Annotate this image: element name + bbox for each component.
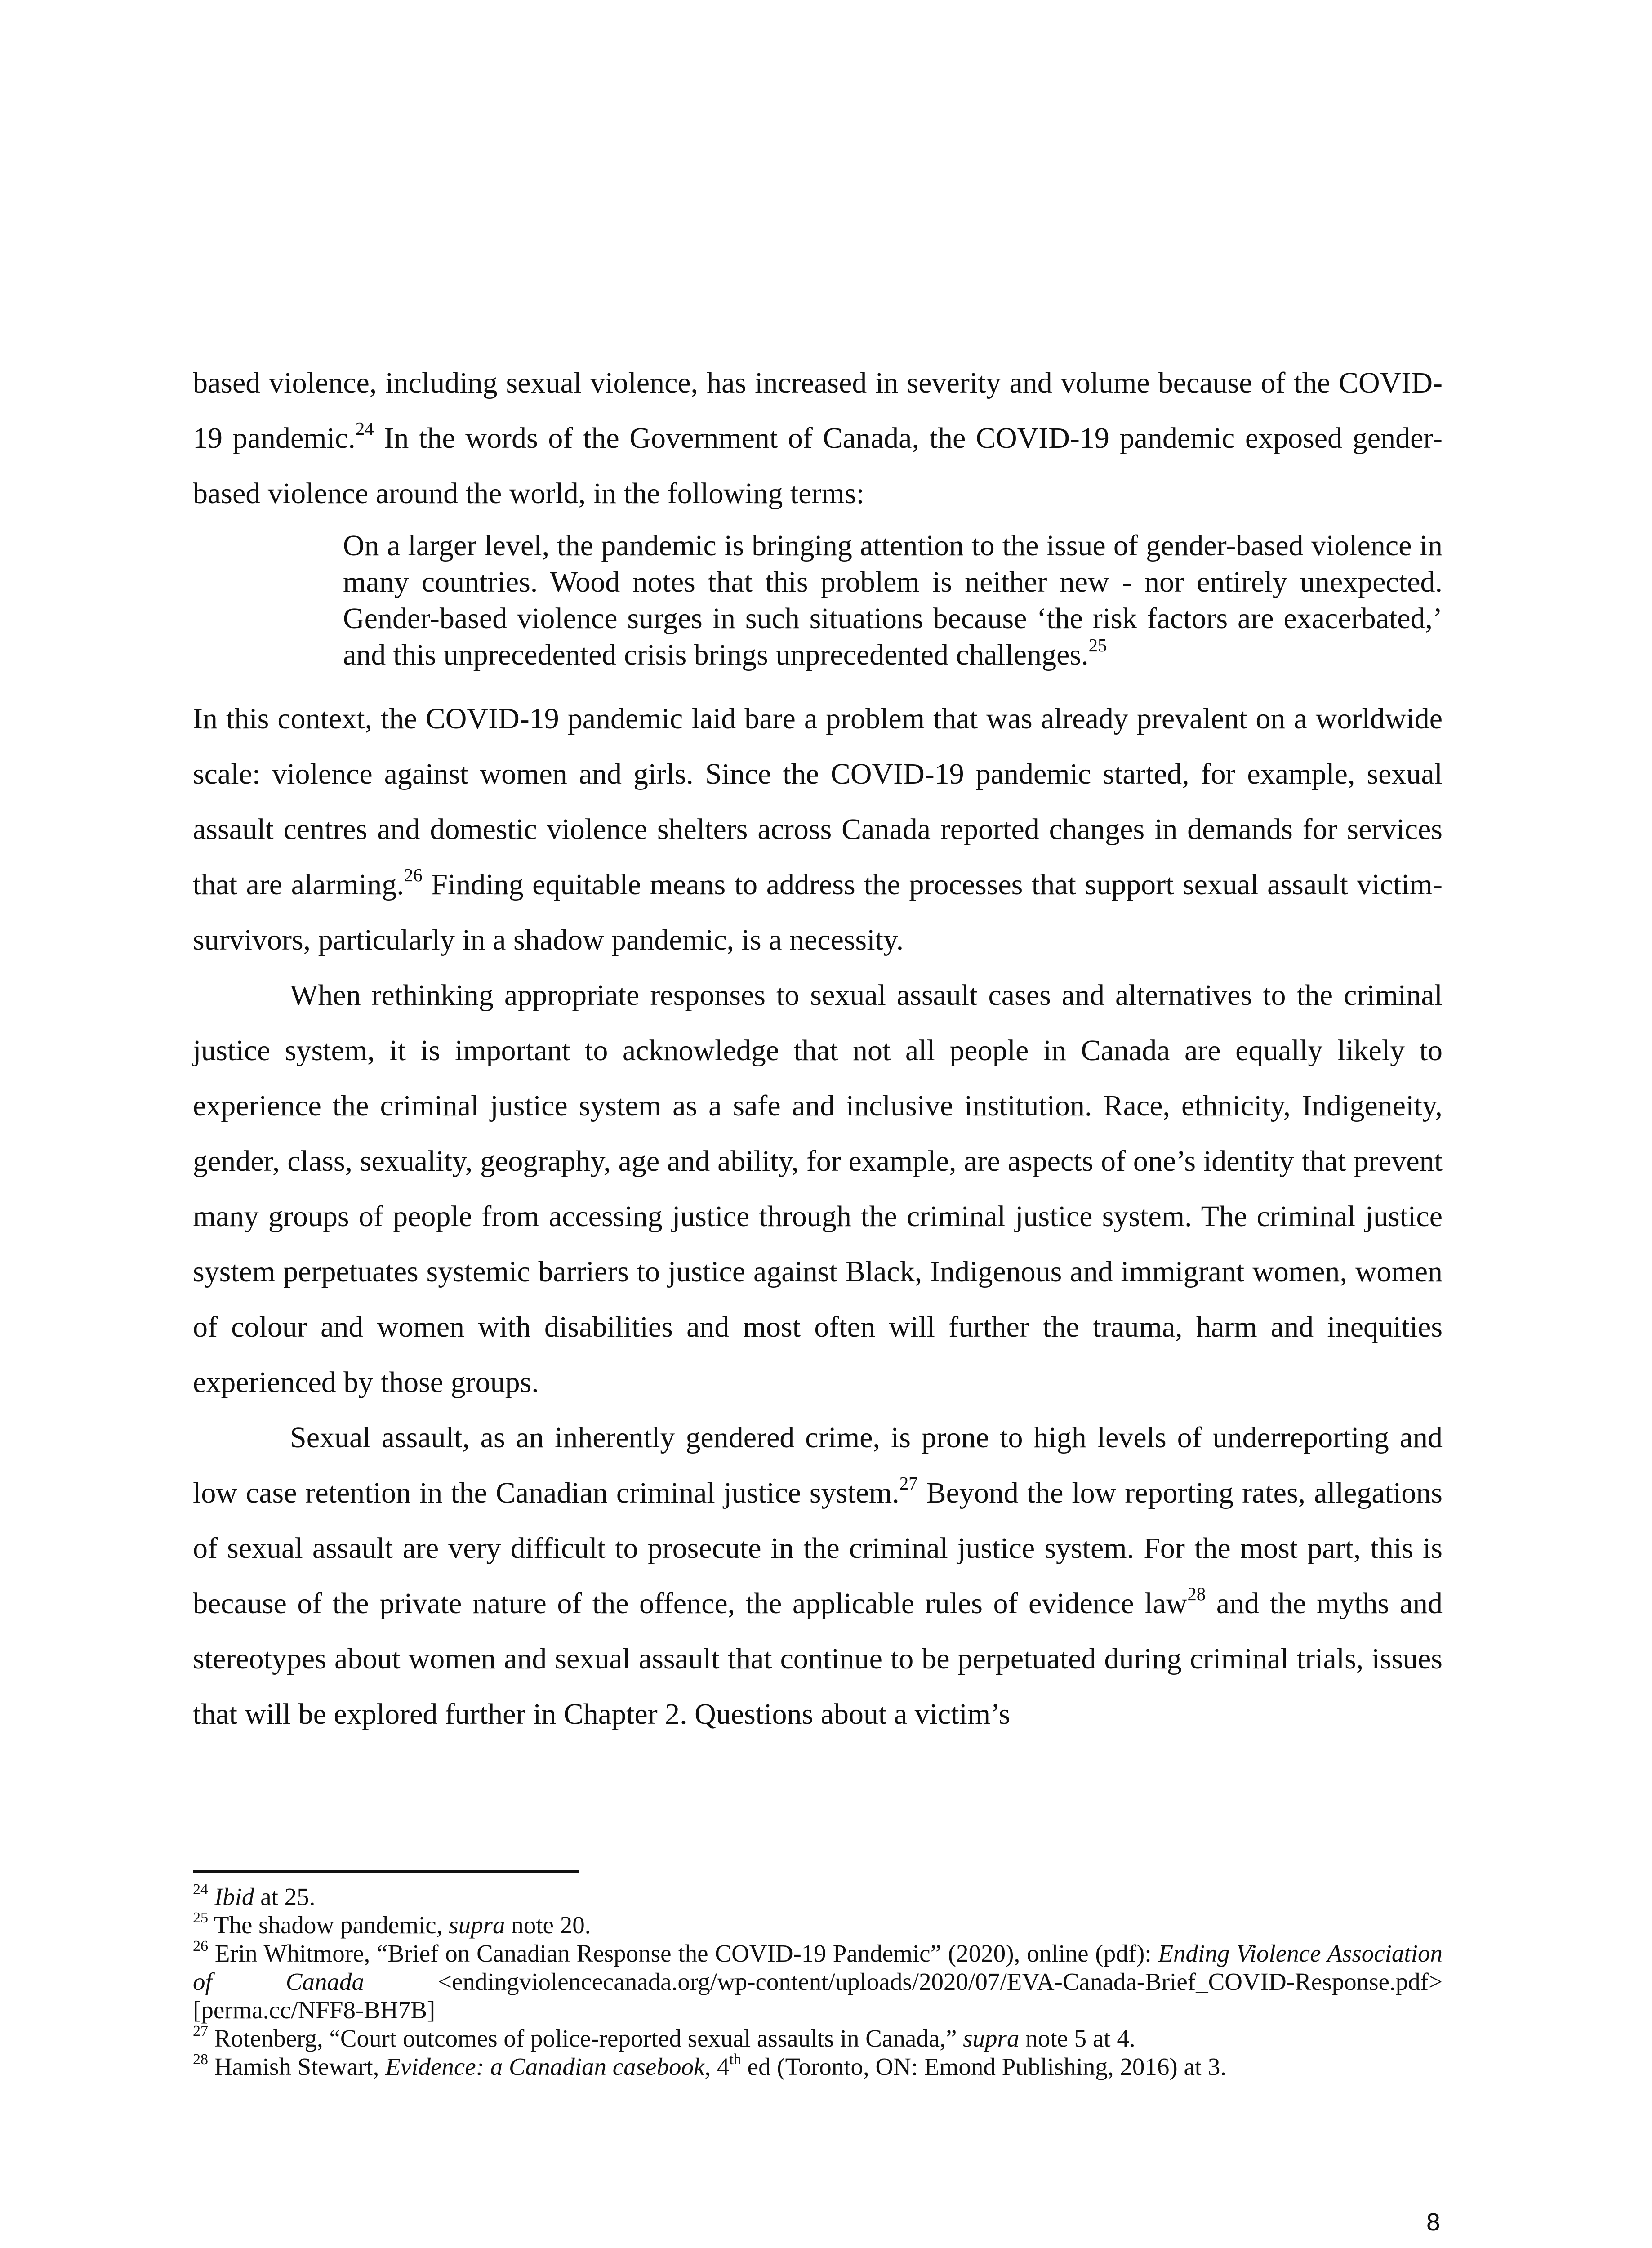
paragraph-3: When rethinking appropriate responses to sexual assault cases and alternatives to the criminal justice system, it is important to acknowledge that not all people in Canada are equally likely to experience the criminal justice system as a safe and inclusive institution. Race, ethnicity, Indigeneity, gender, class, sexuality, geography, age and ability, for example, are aspects of one’s identity that prevent many groups of people from accessing justice through the criminal justice system. The criminal justice system perpetuates systemic barriers to justice against Black, Indigenous and immigrant women, women of colour and women with disabilities and most often will further the trauma, harm and inequities experienced by those groups. xyxy=(193,979,1443,1399)
footnote-italic: supra xyxy=(449,1911,505,1939)
paragraph-2-text-b: Finding equitable means to address the processes that support sexual assault victim-survivors, particularly in a shadow pandemic, is a necessity. xyxy=(193,868,1443,956)
footnote-ref-28[interactable]: 28 xyxy=(1187,1583,1206,1604)
footnote-text: note 20. xyxy=(505,1911,591,1939)
footnote-separator xyxy=(193,1870,579,1873)
footnote-italic: Ibid xyxy=(214,1883,254,1910)
footnote-25 xyxy=(193,1911,1443,1939)
paragraph-1 xyxy=(193,355,1443,521)
page-number: 8 xyxy=(1425,2209,1441,2236)
footnote-ref-24[interactable]: 24 xyxy=(355,418,374,439)
footnote-28 xyxy=(193,2052,1443,2081)
footnote-26 xyxy=(193,1939,1443,2024)
footnote-text: Rotenberg, “Court outcomes of police-reported sexual assaults in Canada,” xyxy=(214,2025,963,2052)
footnote-27 xyxy=(193,2024,1443,2052)
paragraph-4-text-a: Sexual assault, as an inherently gendered crime, is prone to high levels of underreporting and low case retention in the Canadian criminal justice system. xyxy=(193,1421,1443,1509)
paragraph-4-text-b: Beyond the low reporting rates, allegations of sexual assault are very difficult to prosecute in the criminal justice system. For the most part, this is because of the private nature of the offence, the applicable rules of evidence law xyxy=(193,1476,1443,1620)
paragraph-1-text-b: In the words of the Government of Canada, the COVID-19 pandemic exposed gender-based violence around the world, in the following terms: xyxy=(193,422,1443,510)
footnotes xyxy=(193,1882,1443,2081)
footnote-ref-26[interactable]: 26 xyxy=(404,865,423,885)
footnote-text: note 5 at 4. xyxy=(1019,2025,1135,2052)
footnote-superscript: th xyxy=(729,2051,741,2068)
footnote-number: 24 xyxy=(193,1881,209,1898)
footnote-ref-27[interactable]: 27 xyxy=(899,1473,918,1494)
paragraph-2 xyxy=(193,691,1443,968)
main-text xyxy=(193,355,1443,1742)
footnote-text: Erin Whitmore, “Brief on Canadian Response the COVID-19 Pandemic” (2020), online (pdf): xyxy=(214,1940,1158,1967)
block-quote-text: On a larger level, the pandemic is bringing attention to the issue of gender-based violence in many countries. Wood notes that this problem is neither new - nor entirely unexpected. Gender-based violence surges in such situations because ‘the risk factors are exacerbated,’ and this unprecedented crisis brings unprecedented challenges. xyxy=(343,529,1443,671)
footnote-number: 26 xyxy=(193,1937,209,1954)
footnote-number: 25 xyxy=(193,1909,209,1926)
footnote-ref-25[interactable]: 25 xyxy=(1088,635,1107,656)
footnote-text: The shadow pandemic, xyxy=(214,1911,449,1939)
footnote-text: at 25. xyxy=(254,1883,316,1910)
paragraph-4 xyxy=(193,1410,1443,1742)
footnote-number: 28 xyxy=(193,2051,209,2068)
footnote-italic: supra xyxy=(963,2025,1020,2052)
paragraph-4-text-c: and the myths and stereotypes about women and sexual assault that continue to be perpetuated during criminal trials, issues that will be explored further in Chapter 2. Questions about a victim’s xyxy=(193,1587,1443,1731)
footnote-text: , 4 xyxy=(704,2053,730,2080)
block-quote xyxy=(343,527,1443,673)
paragraph-2-text-a: In this context, the COVID-19 pandemic laid bare a problem that was already prevalent on a worldwide scale: violence against women and girls. Since the COVID-19 pandemic started, for example, sexual assault centres and domestic violence shelters across Canada reported changes in demands for services that are alarming. xyxy=(193,702,1443,901)
footnote-italic: Evidence: a Canadian casebook xyxy=(385,2053,705,2080)
footnote-number: 27 xyxy=(193,2022,209,2039)
paragraph-1-text-a: based violence, including sexual violence, has increased in severity and volume because of the COVID-19 pandemic. xyxy=(193,366,1443,455)
footnote-link-text[interactable]: <endingviolencecanada.org/wp-content/uploads/2020/07/EVA-Canada-Brief_COVID-Response.pdf> [perma.cc/NFF8-BH7B] xyxy=(193,1968,1443,2024)
footnote-italic: Ending Violence Association of Canada xyxy=(193,1940,1443,1995)
footnote-text: ed (Toronto, ON: Emond Publishing, 2016) at 3. xyxy=(741,2053,1227,2080)
footnote-text: Hamish Stewart, xyxy=(214,2053,386,2080)
footnote-24 xyxy=(193,1882,1443,1911)
